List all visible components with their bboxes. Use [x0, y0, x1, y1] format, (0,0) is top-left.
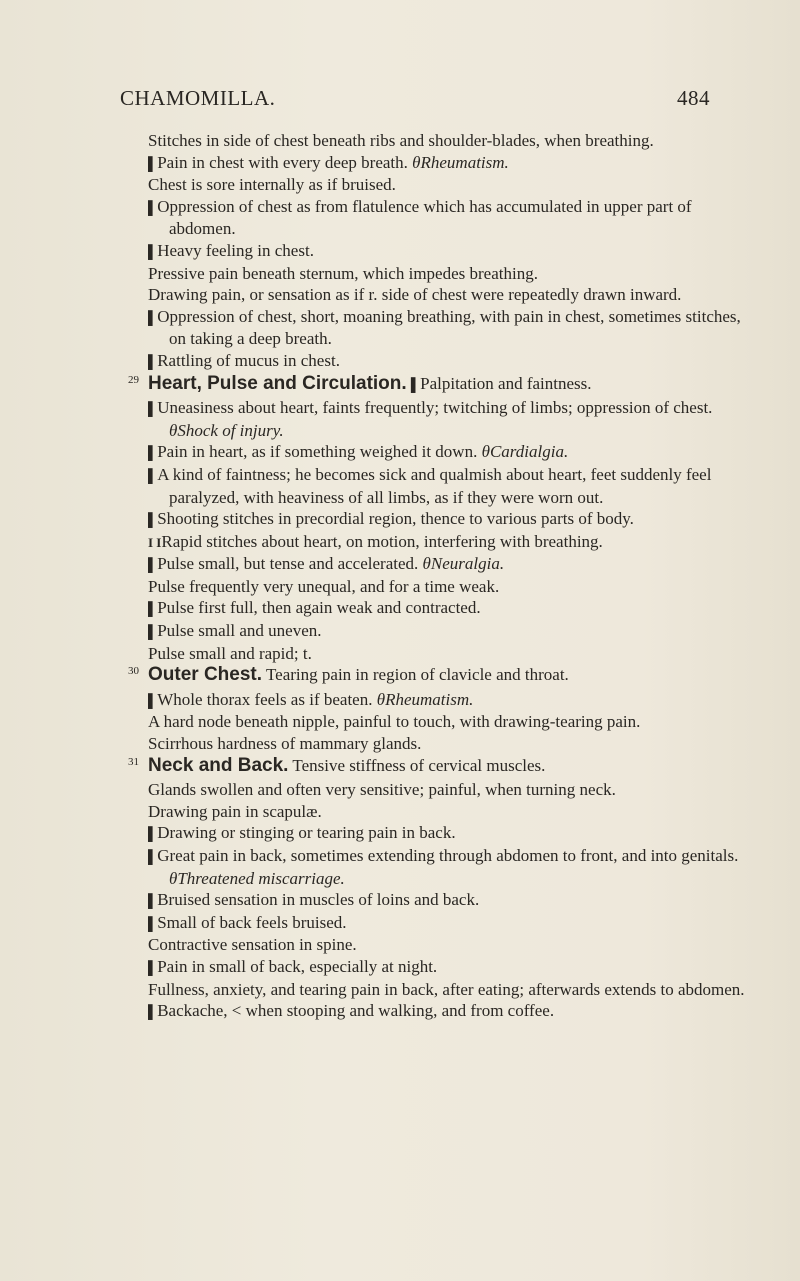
symptom-text: Drawing or stinging or tearing pain in back.: [157, 823, 456, 843]
symptom-text: Chest is sore internally as if bruised.: [148, 175, 396, 195]
emphasis-marker: ▌: [148, 309, 158, 325]
symptom-text: Small of back feels bruised.: [157, 912, 347, 932]
symptom-entry: [148, 464, 748, 508]
symptom-text: Whole thorax feels as if beaten.: [157, 689, 373, 709]
emphasis-marker: ▌: [148, 624, 158, 640]
emphasis-marker: ▌: [148, 199, 158, 215]
symptom-text: Pulse frequently very unequal, and for a time weak.: [148, 576, 500, 596]
symptom-text: Pressive pain beneath sternum, which impedes breathing.: [148, 263, 538, 283]
symptom-entry: [148, 822, 748, 845]
symptom-entry: [148, 531, 748, 554]
disease-note: θThreatened miscarriage.: [169, 868, 345, 888]
emphasis-marker: ▌: [148, 401, 158, 417]
emphasis-marker: ▌: [148, 353, 158, 369]
emphasis-marker: ▌: [148, 243, 158, 259]
symptom-text: Rattling of mucus in chest.: [157, 350, 340, 370]
symptom-entry: [148, 845, 748, 889]
symptom-text: Great pain in back, sometimes extending through abdomen to front, and into genitals.: [157, 846, 739, 865]
symptom-entry: [148, 956, 748, 979]
symptom-text: Drawing pain, or sensation as if r. side of chest were repeatedly drawn inward.: [148, 285, 682, 305]
emphasis-marker: ▌: [148, 826, 158, 842]
symptom-entry: [148, 1000, 748, 1023]
symptom-entry: [148, 801, 748, 823]
symptom-text: A kind of faintness; he becomes sick and qualmish about heart, feet suddenly feel paralyzed, with heaviness of all limbs, as if they were worn out.: [157, 464, 712, 507]
symptom-entry: [148, 597, 748, 620]
symptom-entry: [148, 284, 748, 306]
symptom-entry: [148, 306, 748, 350]
running-title: CHAMOMILLA.: [120, 86, 276, 110]
symptom-entry: [148, 240, 748, 263]
symptom-entry: [148, 643, 748, 665]
emphasis-marker: ▌: [148, 512, 158, 528]
symptom-entry: [148, 733, 748, 755]
disease-note: θCardialgia.: [481, 442, 569, 462]
symptom-entry: [148, 979, 748, 1001]
emphasis-marker: ▌: [148, 893, 158, 909]
symptom-text: Shooting stitches in precordial region, thence to various parts of body.: [157, 509, 634, 529]
symptom-text: Rapid stitches about heart, on motion, interfering with breathing.: [161, 531, 603, 551]
emphasis-marker: ▌: [148, 467, 158, 483]
symptom-text: Oppression of chest as from flatulence which has accumulated in upper part of abdomen.: [157, 196, 692, 239]
disease-note: θRheumatism.: [376, 689, 474, 709]
symptom-text: Backache, < when stooping and walking, and from coffee.: [157, 1001, 555, 1021]
emphasis-marker: ▌: [148, 155, 158, 171]
symptom-text: Glands swollen and often very sensitive; painful, when turning neck.: [148, 780, 616, 800]
symptom-entry: [148, 508, 748, 531]
emphasis-marker: ▌: [148, 601, 158, 617]
symptom-text: Drawing pain in scapulæ.: [148, 801, 322, 821]
symptom-entry: [148, 174, 748, 196]
disease-note: θShock of injury.: [169, 420, 284, 440]
symptom-text: Pain in chest with every deep breath.: [157, 152, 408, 172]
symptom-entry: [148, 553, 748, 576]
symptom-text: Heavy feeling in chest.: [157, 240, 314, 260]
symptom-entry: [148, 130, 748, 152]
symptom-text: Stitches in side of chest beneath ribs and shoulder-blades, when breathing.: [148, 131, 654, 150]
emphasis-marker: ▌: [148, 1004, 158, 1020]
symptom-text: Tearing pain in region of clavicle and throat.: [265, 665, 569, 685]
symptom-text: Palpitation and faintness.: [420, 373, 592, 393]
section-entry: 31 Neck and Back. Tensive stiffness of cervical muscles.: [128, 754, 546, 776]
emphasis-marker: ▌: [148, 445, 158, 461]
symptom-text: Contractive sensation in spine.: [148, 935, 357, 955]
symptom-entry: [148, 397, 748, 441]
section-entry: 30 Outer Chest. Tearing pain in region of clavicle and throat.: [128, 664, 569, 686]
symptom-text: Uneasiness about heart, faints frequently; twitching of limbs; oppression of chest.: [157, 398, 713, 418]
section-heading: Heart, Pulse and Circulation.: [148, 372, 407, 394]
emphasis-marker: ▌: [148, 849, 158, 864]
section-heading: Neck and Back.: [148, 754, 289, 776]
symptom-entry: [148, 620, 748, 643]
section-entry: 29 Heart, Pulse and Circulation. ▌Palpitation and faintness.: [128, 372, 592, 394]
symptom-entry: [148, 912, 748, 935]
symptom-text: Oppression of chest, short, moaning breathing, with pain in chest, sometimes stitches, on taking a deep breath.: [157, 306, 741, 349]
symptom-entry: [148, 934, 748, 956]
emphasis-marker: ▌: [148, 557, 158, 573]
emphasis-marker: ▌: [148, 692, 158, 708]
symptom-text: Pulse small, but tense and accelerated.: [157, 554, 419, 574]
symptom-entry: [148, 711, 748, 733]
symptom-entry: [148, 779, 748, 801]
symptom-entry: [148, 263, 748, 285]
disease-note: θNeuralgia.: [422, 554, 505, 574]
section-heading: Outer Chest.: [148, 664, 263, 686]
symptom-text: Pain in small of back, especially at night.: [157, 956, 438, 976]
symptom-entry: [148, 576, 748, 598]
page-number: 484: [677, 86, 710, 110]
emphasis-marker: ▌: [148, 959, 158, 975]
symptom-text: Pulse first full, then again weak and contracted.: [157, 598, 481, 618]
symptom-text: Bruised sensation in muscles of loins and back.: [157, 890, 480, 910]
symptom-text: Pain in heart, as if something weighed it down.: [157, 442, 478, 462]
disease-note: θRheumatism.: [412, 152, 509, 172]
symptom-entry: [148, 689, 748, 712]
symptom-text: Tensive stiffness of cervical muscles.: [292, 755, 546, 775]
symptom-text: Fullness, anxiety, and tearing pain in back, after eating; afterwards extends to abdomen.: [148, 979, 745, 999]
symptom-text: Scirrhous hardness of mammary glands.: [148, 734, 422, 754]
emphasis-marker: ▌: [148, 915, 158, 931]
symptom-text: A hard node beneath nipple, painful to touch, with drawing-tearing pain.: [148, 712, 641, 732]
symptom-entry: [148, 441, 748, 464]
symptom-text: Pulse small and rapid; t.: [148, 643, 312, 663]
page-header: [120, 86, 710, 111]
symptom-entry: [148, 152, 748, 175]
symptom-entry: [148, 196, 748, 240]
page-body: [128, 130, 748, 1023]
symptom-entry: [148, 350, 748, 373]
symptom-entry: [148, 889, 748, 912]
emphasis-marker: ▌: [410, 376, 421, 392]
symptom-text: Pulse small and uneven.: [157, 621, 322, 641]
emphasis-marker: I I: [148, 534, 162, 550]
